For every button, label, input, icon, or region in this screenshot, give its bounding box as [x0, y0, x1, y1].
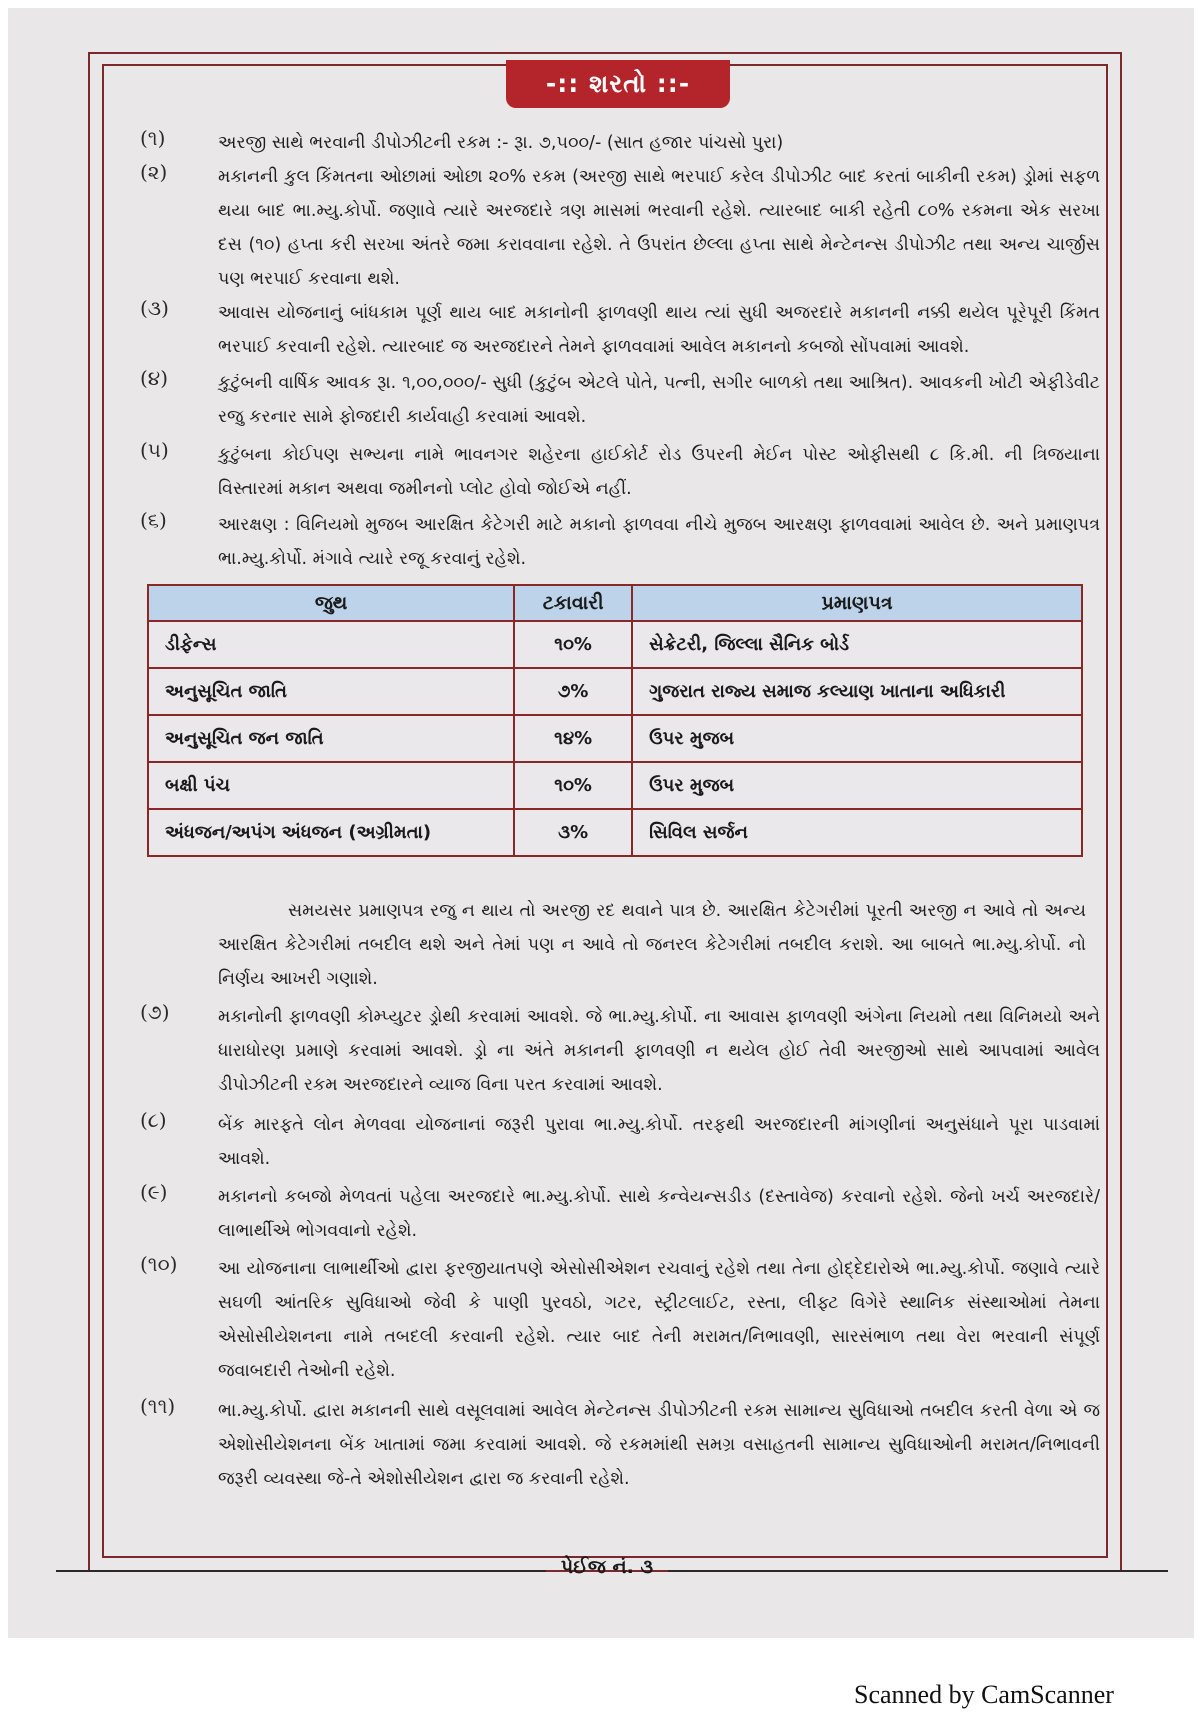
percentage-cell: ૧૪% — [514, 715, 632, 762]
note-paragraph: સમયસર પ્રમાણપત્ર રજુ ન થાય તો અરજી રદ થવાને પાત્ર છે. આરક્ષિત કેટેગરીમાં પૂરતી અરજી ન આવે તો અન્ય આરક્ષિત કેટેગરીમાં તબદીલ થશે અને તેમાં પણ ન આવે તો જનરલ કેટેગરીમાં તબદીલ કરાશે. આ બાબતે ભા.મ્યુ.કોર્પો. નો નિર્ણય આખરી ગણાશે. — [218, 901, 1086, 989]
group-cell: ડીફેન્સ — [148, 621, 514, 668]
clause-11 — [140, 1394, 1100, 1496]
clause-number: (૧૦) — [140, 1252, 178, 1276]
column-header-group: જુથ — [148, 585, 514, 621]
clause-10 — [140, 1252, 1100, 1388]
table-row — [148, 762, 1082, 809]
clause-text: ભા.મ્યુ.કોર્પો. દ્વારા મકાનની સાથે વસૂલવામાં આવેલ મેન્ટેનન્સ ડીપોઝીટની રકમ સામાન્ય સુવિધાઓ તબદીલ કરતી વેળા એ જ એશોસીયેશનના બેંક ખાતામાં જમા કરવામાં આવશે. જે રકમમાંથી સમગ્ર વસાહતની સામાન્ય સુવિધાઓની મરામત/નિભાવની જરૂરી વ્યવસ્થા જે-તે એશોસીયેશન દ્વારા જ કરવાની રહેશે. — [218, 1401, 1100, 1489]
clause-5 — [140, 438, 1100, 506]
page-number: પેઈજ નં. ૩ — [560, 1556, 654, 1578]
certificate-cell: સિવિલ સર્જન — [632, 809, 1082, 856]
group-cell: બક્ષી પંચ — [148, 762, 514, 809]
clause-number: (૩) — [140, 296, 169, 320]
clause-9 — [140, 1180, 1100, 1248]
clause-number: (૫) — [140, 438, 169, 462]
table-header-row — [148, 585, 1082, 621]
column-header-certificate: પ્રમાણપત્ર — [632, 585, 1082, 621]
clause-4 — [140, 366, 1100, 434]
percentage-cell: ૧૦% — [514, 762, 632, 809]
clause-1 — [140, 126, 1100, 160]
percentage-cell: ૧૦% — [514, 621, 632, 668]
clause-number: (૨) — [140, 160, 168, 184]
clause-text: અરજી સાથે ભરવાની ડીપોઝીટની રકમ :- રૂા. ૭,૫૦૦/- (સાત હજાર પાંચસો પુરા) — [218, 133, 784, 153]
table-row — [148, 621, 1082, 668]
table-row — [148, 809, 1082, 856]
group-cell: અંધજન/અપંગ અંધજન (અગ્રીમતા) — [148, 809, 514, 856]
clause-number: (૭) — [140, 1000, 170, 1024]
footer-rule-left — [56, 1570, 546, 1572]
clause-text: આરક્ષણ : વિનિયમો મુજબ આરક્ષિત કેટેગરી માટે મકાનો ફાળવવા નીચે મુજબ આરક્ષણ ફાળવવામાં આવેલ છે. અને પ્રમાણપત્ર ભા.મ્યુ.કોર્પો. મંગાવે ત્યારે રજૂ કરવાનું રહેશે. — [218, 515, 1100, 569]
clause-text: કુટુંબની વાર્ષિક આવક રૂા. ૧,૦૦,૦૦૦/- સુધી (કુટુંબ એટલે પોતે, પત્ની, સગીર બાળકો તથા આશ્રિત). આવકની ખોટી એફીડેવીટ રજુ કરનાર સામે ફોજદારી કાર્યવાહી કરવામાં આવશે. — [218, 373, 1100, 427]
table-row — [148, 715, 1082, 762]
clause-8 — [140, 1108, 1100, 1176]
clause-7 — [140, 1000, 1100, 1102]
group-cell: અનુસૂચિત જન જાતિ — [148, 715, 514, 762]
clause-text: આ યોજનાના લાભાર્થીઓ દ્વારા ફરજીયાતપણે એસોસીએશન રચવાનું રહેશે તથા તેના હોદ્દેદારોએ ભા.મ્યુ.કોર્પો. જણાવે ત્યારે સઘળી આંતરિક સુવિધાઓ જેવી કે પાણી પુરવઠો, ગટર, સ્ટ્રીટલાઈટ, રસ્તા, લીફ્ટ વિગેરે સ્થાનિક સંસ્થાઓમાં તેમના એસોસીયેશનના નામે તબદલી કરવાની રહેશે. ત્યાર બાદ તેની મરામત/નિભાવણી, સારસંભાળ તથા વેરા ભરવાની સંપૂર્ણ જવાબદારી તેઓની રહેશે. — [218, 1259, 1100, 1381]
percentage-cell: ૭% — [514, 668, 632, 715]
column-header-percentage: ટકાવારી — [514, 585, 632, 621]
scanner-watermark: Scanned by CamScanner — [854, 1680, 1114, 1709]
clause-number: (૬) — [140, 508, 167, 532]
clause-number: (૧૧) — [140, 1394, 176, 1418]
table-row — [148, 668, 1082, 715]
clause-2 — [140, 160, 1100, 296]
clause-3 — [140, 296, 1100, 364]
certificate-cell: ઉપર મુજબ — [632, 762, 1082, 809]
clause-number: (૧) — [140, 126, 166, 150]
clause-number: (૪) — [140, 366, 169, 390]
percentage-cell: ૩% — [514, 809, 632, 856]
clause-text: મકાનોની ફાળવણી કોમ્પ્યુટર ડ્રોથી કરવામાં આવશે. જે ભા.મ્યુ.કોર્પો. ના આવાસ ફાળવણી અંગેના નિયમો તથા વિનિમયો અને ધારાધોરણ પ્રમાણે કરવામાં આવશે. ડ્રો ના અંતે મકાનની ફાળવણી ન થયેલ હોઈ તેવી અરજીઓ સાથે આપવામાં આવેલ ડીપોઝીટની રકમ અરજદારને વ્યાજ વિના પરત કરવામાં આવશે. — [218, 1007, 1100, 1095]
footer-rule-right — [668, 1570, 1168, 1572]
certificate-cell: ગુજરાત રાજ્ય સમાજ કલ્યાણ ખાતાના અધિકારી — [632, 668, 1082, 715]
clause-number: (૮) — [140, 1108, 167, 1132]
clause-number: (૯) — [140, 1180, 168, 1204]
certificate-cell: સેક્રેટરી, જિલ્લા સૈનિક બોર્ડ — [632, 621, 1082, 668]
page-title: -:: શરતો ::- — [506, 60, 730, 108]
clause-text: બેંક મારફતે લોન મેળવવા યોજનાનાં જરૂરી પુરાવા ભા.મ્યુ.કોર્પો. તરફથી અરજદારની માંગણીનાં અનુસંધાને પૂરા પાડવામાં આવશે. — [218, 1115, 1100, 1169]
group-cell: અનુસૂચિત જાતિ — [148, 668, 514, 715]
clause-text: આવાસ યોજનાનું બાંધકામ પૂર્ણ થાય બાદ મકાનોની ફાળવણી થાય ત્યાં સુધી અજરદારે મકાનની નક્કી થયેલ પૂરેપૂરી કિંમત ભરપાઈ કરવાની રહેશે. ત્યારબાદ જ અરજદારને તેમને ફાળવવામાં આવેલ મકાનનો કબજો સોંપવામાં આવશે. — [218, 303, 1100, 357]
clause-6 — [140, 508, 1100, 576]
certificate-cell: ઉપર મુજબ — [632, 715, 1082, 762]
reservation-table — [147, 584, 1083, 857]
clause-text: મકાનનો કબજો મેળવતાં પહેલા અરજદારે ભા.મ્યુ.કોર્પો. સાથે કન્વેયન્સડીડ (દસ્તાવેજ) કરવાનો રહેશે. જેનો ખર્ચ અરજદારે/લાભાર્થીએ ભોગવવાનો રહેશે. — [218, 1187, 1100, 1241]
clause-text: મકાનની કુલ કિંમતના ઓછામાં ઓછા ૨૦% રકમ (અરજી સાથે ભરપાઈ કરેલ ડીપોઝીટ બાદ કરતાં બાકીની રકમ) ડ્રોમાં સફળ થયા બાદ ભા.મ્યુ.કોર્પો. જણાવે ત્યારે અરજદારે ત્રણ માસમાં ભરવાની રહેશે. ત્યારબાદ બાકી રહેતી ૮૦% રકમના એક સરખા દસ (૧૦) હપ્તા કરી સરખા અંતરે જમા કરાવવાના રહેશે. તે ઉપરાંત છેલ્લા હપ્તા સાથે મેન્ટેનન્સ ડીપોઝીટ તથા અન્ય ચાર્જીસ પણ ભરપાઈ કરવાના થશે. — [218, 167, 1100, 289]
clause-text: કુટુંબના કોઈપણ સભ્યના નામે ભાવનગર શહેરના હાઈકોર્ટ રોડ ઉપરની મેઈન પોસ્ટ ઓફીસથી ૮ કિ.મી. ની ત્રિજયાના વિસ્તારમાં મકાન અથવા જમીનનો પ્લોટ હોવો જોઈએ નહીં. — [218, 445, 1100, 499]
